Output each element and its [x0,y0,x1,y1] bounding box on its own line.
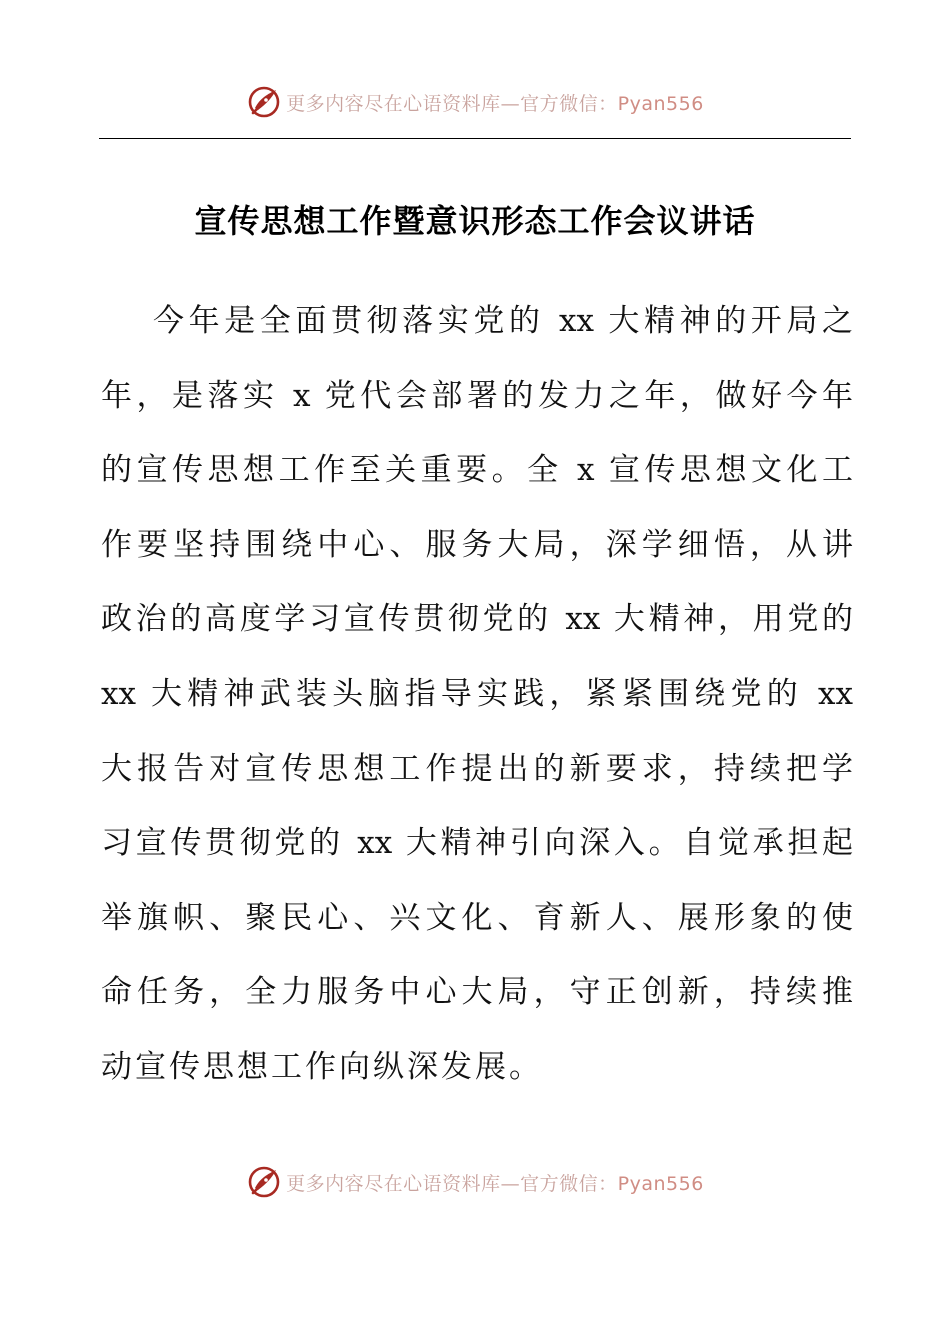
body-line: xx 大精神武装头脑指导实践，紧紧围绕党的 xx [101,675,853,712]
body-line: 大报告对宣传思想工作提出的新要求，持续把学 [101,750,853,787]
header-banner-inner [246,84,704,120]
header-rule [99,138,851,139]
body-line: 举旗帜、聚民心、兴文化、育新人、展形象的使 [101,899,853,936]
header-banner [0,82,950,122]
header-wechat-id: Pyan556 [617,92,704,115]
header-banner-label: 更多内容尽在心语资料库—官方微信： [286,92,618,115]
header-banner-text [286,89,704,116]
footer-banner-text [286,1169,704,1196]
footer-banner-inner [246,1164,704,1200]
footer-banner [0,1162,950,1202]
body-line: 习宣传贯彻党的 xx 大精神引向深入。自觉承担起 [101,825,853,862]
pen-nib-logo-icon [246,1164,282,1200]
body-line: 的宣传思想工作至关重要。全 x 宣传思想文化工 [101,452,853,489]
body-line: 动宣传思想工作向纵深发展。 [101,1048,543,1085]
footer-banner-label: 更多内容尽在心语资料库—官方微信： [286,1172,618,1195]
footer-wechat-id: Pyan556 [617,1172,704,1195]
body-line: 作要坚持围绕中心、服务大局，深学细悟，从讲 [101,526,853,563]
pen-nib-logo-icon [246,84,282,120]
body-line: 政治的高度学习宣传贯彻党的 xx 大精神，用党的 [101,601,853,638]
body-line: 年，是落实 x 党代会部署的发力之年，做好今年 [101,377,853,414]
body-line: 今年是全面贯彻落实党的 xx 大精神的开局之 [153,303,853,339]
body-line: 命任务，全力服务中心大局，守正创新，持续推 [101,974,853,1011]
document-title: 宣传思想工作暨意识形态工作会议讲话 [194,202,756,240]
document-body [101,284,853,1105]
